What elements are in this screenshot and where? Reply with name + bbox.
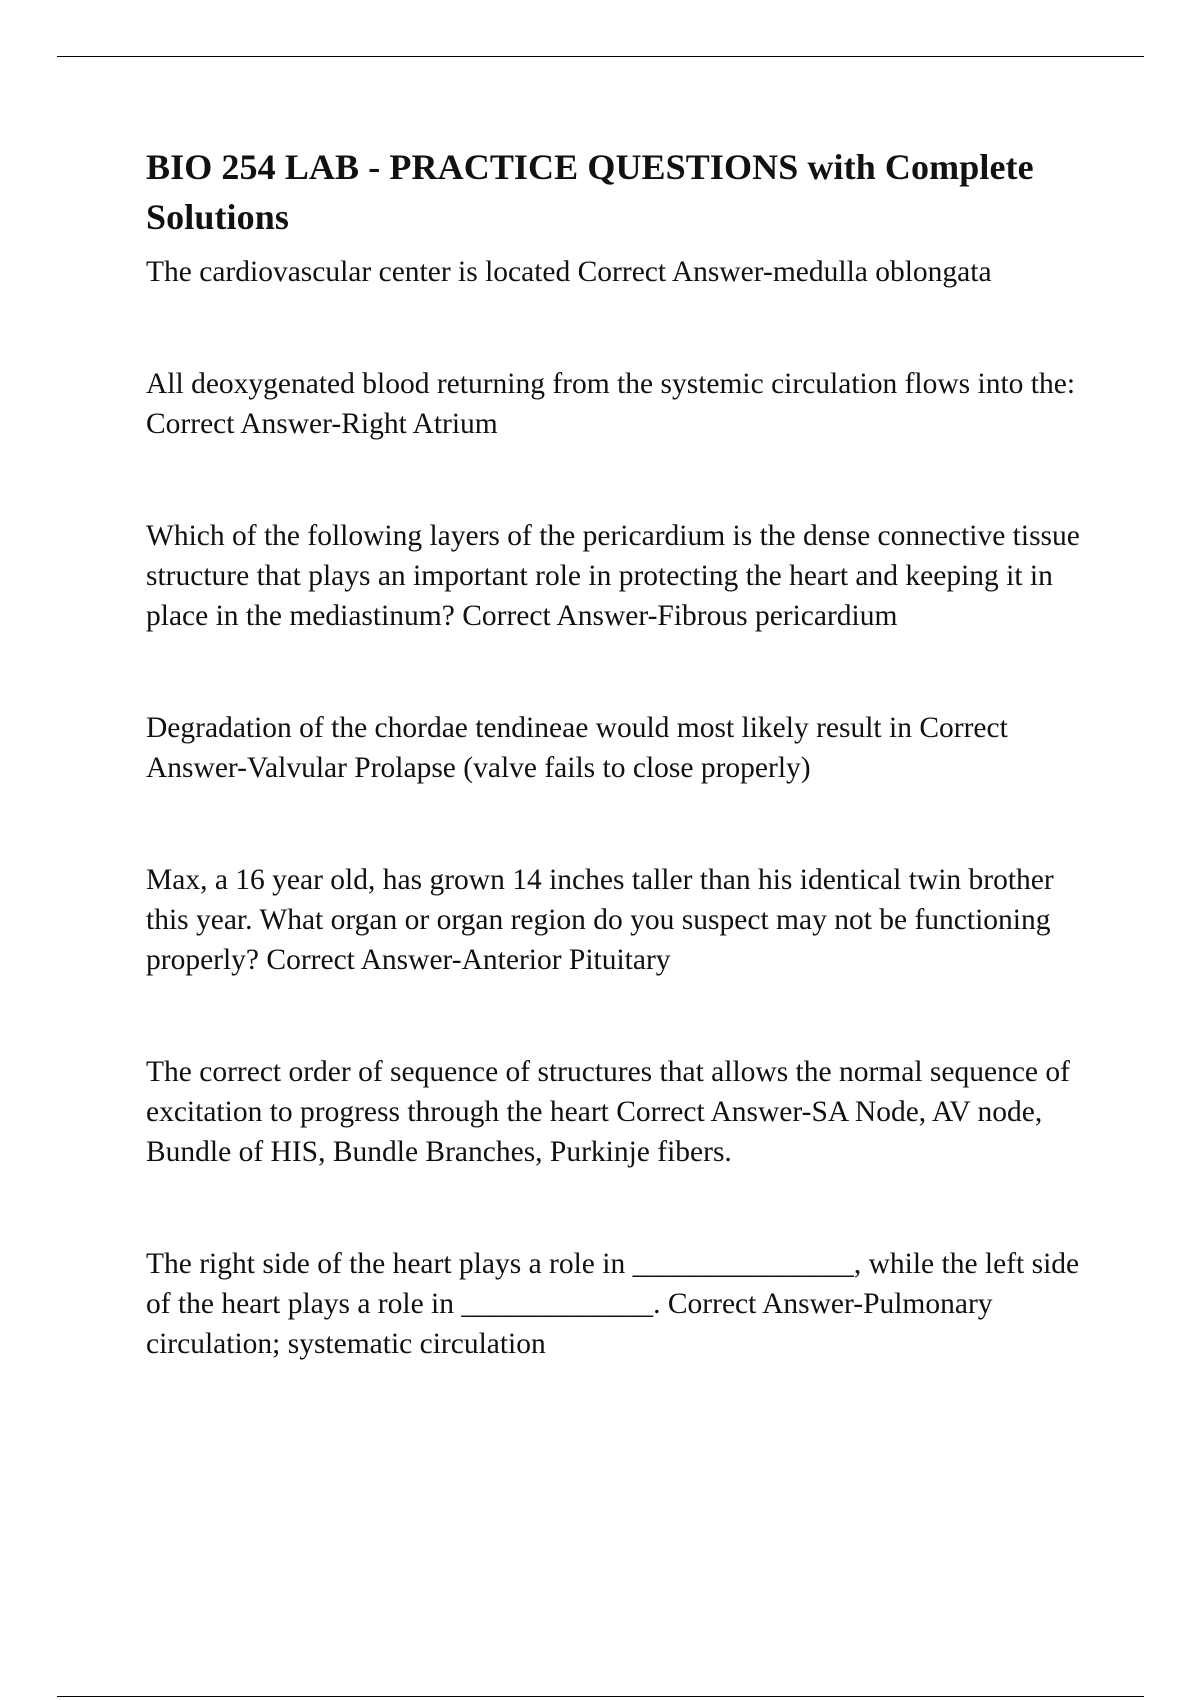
- answer-label: Correct Answer-: [462, 600, 658, 632]
- question-text: The cardiovascular center is located: [146, 256, 578, 288]
- question-text: Degradation of the chordae tendineae would most likely result in: [146, 712, 920, 744]
- question-text: Max, a 16 year old, has grown 14 inches taller than his identical twin brother this year. What organ or organ region do you suspect may not be functioning properly?: [146, 864, 1054, 976]
- answer-text: Valvular Prolapse (valve fails to close properly): [247, 752, 811, 784]
- answer-text: Anterior Pituitary: [461, 944, 671, 976]
- document-title: BIO 254 LAB - PRACTICE QUESTIONS with Complete Solutions: [146, 147, 1034, 237]
- document-body: [146, 142, 1096, 1364]
- answer-text: Right Atrium: [341, 408, 498, 440]
- qa-item: [146, 516, 1096, 636]
- qa-item: [146, 708, 1096, 788]
- answer-text: Fibrous pericardium: [657, 600, 898, 632]
- answer-text: Pulmonary circulation; systematic circulation: [146, 1288, 993, 1360]
- answer-label: Correct Answer-: [266, 944, 462, 976]
- qa-item: [146, 252, 1096, 292]
- qa-item: [146, 1244, 1096, 1364]
- question-text: All deoxygenated blood returning from the systemic circulation flows into the:: [146, 368, 1076, 400]
- question-text: Which of the following layers of the pericardium is the dense connective tissue structure that plays an important role in protecting the heart and keeping it in place in the mediastinum?: [146, 520, 1080, 632]
- qa-item: [146, 860, 1096, 980]
- qa-item: [146, 1052, 1096, 1172]
- question-text: The right side of the heart plays a role in _______________, while the left side of the heart plays a role in _____________.: [146, 1248, 1080, 1320]
- answer-label: Correct Answer-: [616, 1096, 812, 1128]
- answer-label: Correct Answer-: [146, 712, 1008, 784]
- answer-label: Correct Answer-: [146, 408, 342, 440]
- bottom-rule: [57, 1696, 1144, 1697]
- answer-text: SA Node, AV node, Bundle of HIS, Bundle Branches, Purkinje fibers.: [146, 1096, 1043, 1168]
- answer-label: Correct Answer-: [577, 256, 773, 288]
- answer-text: medulla oblongata: [772, 256, 992, 288]
- top-rule: [57, 56, 1144, 57]
- qa-item: [146, 364, 1096, 444]
- answer-label: Correct Answer-: [667, 1288, 864, 1320]
- question-text: The correct order of sequence of structures that allows the normal sequence of excitation to progress through the heart: [146, 1056, 1070, 1128]
